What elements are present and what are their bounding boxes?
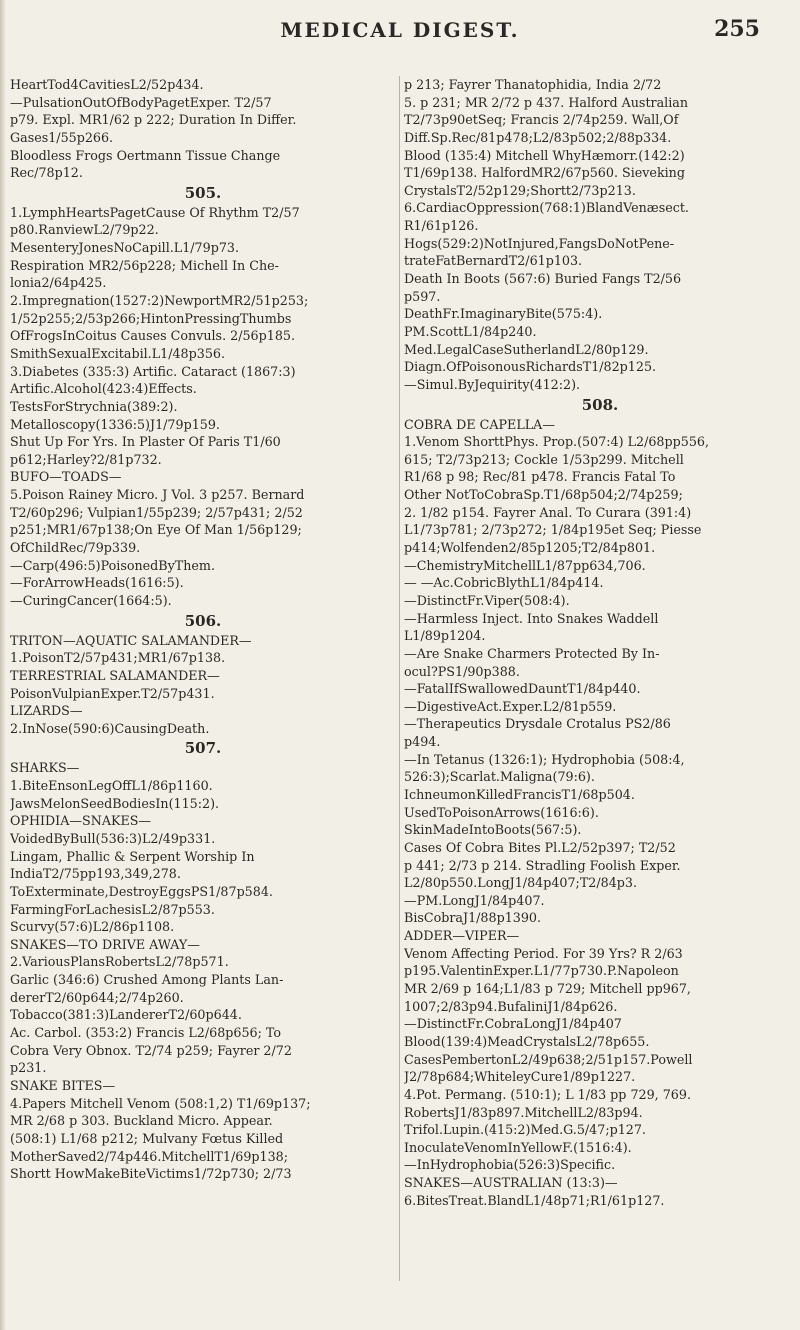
index-line: p251;MR1/67p138;On Eye Of Man 1/56p129; <box>10 522 302 538</box>
index-line: ADDER—VIPER— <box>404 928 520 944</box>
index-line: DeathFr.ImaginaryBite(575:4). <box>404 306 603 322</box>
index-line: Tobacco(381:3)LandererT2/60p644. <box>10 1007 242 1023</box>
index-line: 4.Pot. Permang. (510:1); L 1/83 pp 729, 769. <box>404 1086 691 1102</box>
index-line: —In Tetanus (1326:1); Hydrophobia (508:4, <box>404 751 685 767</box>
index-line: R1/61p126. <box>404 218 479 234</box>
index-line: CasesPembertonL2/49p638;2/51p157.Powell <box>404 1051 693 1067</box>
index-line: BisCobraJ1/88p1390. <box>404 910 542 926</box>
index-line: MotherSaved2/74p446.MitchellT1/69p138; <box>10 1148 289 1164</box>
index-line: —Simul.ByJequirity(412:2). <box>404 376 581 392</box>
index-line: p80.RanviewL2/79p22. <box>10 222 159 238</box>
index-line: COBRA DE CAPELLA— <box>404 416 556 432</box>
index-line: T2/73p90etSeq; Francis 2/74p259. Wall,Of <box>404 112 679 128</box>
index-line: —InHydrophobia(526:3)Specific. <box>404 1157 616 1173</box>
index-line: MesenteryJonesNoCapill.L1/79p73. <box>10 240 240 256</box>
index-line: SNAKES—AUSTRALIAN (13:3)— <box>404 1175 618 1191</box>
index-line: RobertsJ1/83p897.MitchellL2/83p94. <box>404 1104 643 1120</box>
index-line: PoisonVulpianExper.T2/57p431. <box>10 685 215 701</box>
index-line: CrystalsT2/52p129;Shortt2/73p213. <box>404 182 636 198</box>
page-title: MEDICAL DIGEST. <box>280 18 520 42</box>
index-line: MR 2/68 p 303. Buckland Micro. Appear. <box>10 1113 273 1129</box>
index-line: 1007;2/83p94.BufaliniJ1/84p626. <box>404 998 618 1014</box>
index-line: Death In Boots (567:6) Buried Fangs T2/56 <box>404 271 682 287</box>
index-line: —Carp(496:5)PoisonedByThem. <box>10 557 215 573</box>
index-line: LIZARDS— <box>10 703 83 719</box>
index-line: OfFrogsInCoitus Causes Convuls. 2/56p185. <box>10 328 295 344</box>
index-line: dererT2/60p644;2/74p260. <box>10 989 184 1005</box>
index-line: SmithSexualExcitabil.L1/48p356. <box>10 345 225 361</box>
index-line: InoculateVenomInYellowF.(1516:4). <box>404 1139 632 1155</box>
index-line: —ChemistryMitchellL1/87pp634,706. <box>404 557 646 573</box>
index-line: —DigestiveAct.Exper.L2/81p559. <box>404 698 617 714</box>
index-line: p 213; Fayrer Thanatophidia, India 2/72 <box>404 77 662 92</box>
index-line: 2.Impregnation(1527:2)NewportMR2/51p253; <box>10 293 309 309</box>
index-line: 2.VariousPlansRobertsL2/78p571. <box>10 954 229 970</box>
index-line: Diff.Sp.Rec/81p478;L2/83p502;2/88p334. <box>404 129 672 145</box>
index-line: TRITON—AQUATIC SALAMANDER— <box>10 632 252 648</box>
index-line: Med.LegalCaseSutherlandL2/80p129. <box>404 341 649 357</box>
index-line: 526:3);Scarlat.Maligna(79:6). <box>404 769 595 785</box>
index-line: L1/73p781; 2/73p272; 1/84p195et Seq; Piesse <box>404 522 702 538</box>
index-line: UsedToPoisonArrows(1616:6). <box>404 804 599 820</box>
index-line: —Are Snake Charmers Protected By In- <box>404 645 660 661</box>
index-line: (508:1) L1/68 p212; Mulvany Fœtus Killed <box>10 1130 284 1146</box>
index-line: TERRESTRIAL SALAMANDER— <box>10 667 220 683</box>
index-line: FarmingForLachesisL2/87p553. <box>10 901 215 917</box>
index-line: L1/89p1204. <box>404 628 486 644</box>
index-line: p597. <box>404 288 441 304</box>
index-line: —DistinctFr.Viper(508:4). <box>404 592 570 608</box>
left-column <box>10 76 396 1183</box>
index-line: 5.Poison Rainey Micro. J Vol. 3 p257. Bernard <box>10 487 305 503</box>
index-line: 615; T2/73p213; Cockle 1/53p299. Mitchell <box>404 451 684 467</box>
page-binding-edge <box>0 0 6 1330</box>
index-line: —PulsationOutOfBodyPagetExper. T2/57 <box>10 94 272 110</box>
index-line: J2/78p684;WhiteleyCure1/89p1227. <box>404 1069 636 1085</box>
index-line: 1.LymphHeartsPagetCause Of Rhythm T2/57 <box>10 204 300 220</box>
index-line: 1.BiteEnsonLegOffL1/86p1160. <box>10 778 213 794</box>
index-line: Cases Of Cobra Bites Pl.L2/52p397; T2/52 <box>404 839 676 855</box>
index-line: 4.Papers Mitchell Venom (508:1,2) T1/69p137; <box>10 1095 311 1111</box>
index-line: 3.Diabetes (335:3) Artific. Cataract (1867:3) <box>10 363 296 379</box>
index-line: PM.ScottL1/84p240. <box>404 323 537 339</box>
index-line: HeartTod4CavitiesL2/52p434. <box>10 77 204 92</box>
right-column <box>404 76 796 1209</box>
index-line: Venom Affecting Period. For 39 Yrs? R 2/63 <box>404 945 683 961</box>
index-line: 6.BitesTreat.BlandL1/48p71;R1/61p127. <box>404 1192 665 1208</box>
index-line: Bloodless Frogs Oertmann Tissue Change <box>10 147 281 163</box>
index-line: — —Ac.CobricBlythL1/84p414. <box>404 575 604 591</box>
index-line: JawsMelonSeedBodiesIn(115:2). <box>10 795 220 811</box>
index-line: 6.CardiacOppression(768:1)BlandVenæsect. <box>404 200 689 216</box>
section-number: 505. <box>184 183 222 202</box>
section-number: 508. <box>581 395 619 414</box>
index-line: OfChildRec/79p339. <box>10 540 141 556</box>
index-line: VoidedByBull(536:3)L2/49p331. <box>10 830 216 846</box>
index-line: lonia2/64p425. <box>10 275 107 291</box>
page-number: 255 <box>714 16 760 42</box>
index-line: 1.PoisonT2/57p431;MR1/67p138. <box>10 650 226 666</box>
index-line: SHARKS— <box>10 760 80 776</box>
index-line: Diagn.OfPoisonousRichardsT1/82p125. <box>404 359 657 375</box>
index-line: p195.ValentinExper.L1/77p730.P.Napoleon <box>404 963 679 979</box>
section-number: 506. <box>184 611 222 630</box>
index-line: 2. 1/82 p154. Fayrer Anal. To Curara (391:4) <box>404 504 692 520</box>
index-line: Cobra Very Obnox. T2/74 p259; Fayrer 2/72 <box>10 1042 292 1058</box>
index-line: BUFO—TOADS— <box>10 469 122 485</box>
index-line: Hogs(529:2)NotInjured,FangsDoNotPene- <box>404 235 675 251</box>
index-line: Blood(139:4)MeadCrystalsL2/78p655. <box>404 1033 650 1049</box>
index-line: Blood (135:4) Mitchell WhyHæmorr.(142:2) <box>404 147 685 163</box>
index-line: 5. p 231; MR 2/72 p 437. Halford Australian <box>404 94 689 110</box>
index-line: —CuringCancer(1664:5). <box>10 592 172 608</box>
index-line: 1/52p255;2/53p266;HintonPressingThumbs <box>10 310 292 326</box>
running-head <box>0 14 800 44</box>
index-line: ocul?PS1/90p388. <box>404 663 520 679</box>
index-line: Garlic (346:6) Crushed Among Plants Lan- <box>10 972 284 988</box>
index-line: Rec/78p12. <box>10 165 83 181</box>
index-line: p79. Expl. MR1/62 p 222; Duration In Differ. <box>10 112 297 128</box>
index-line: trateFatBernardT2/61p103. <box>404 253 583 269</box>
index-line: IndiaT2/75pp193,349,278. <box>10 866 181 882</box>
index-line: —DistinctFr.CobraLongJ1/84p407 <box>404 1016 622 1032</box>
index-line: Ac. Carbol. (353:2) Francis L2/68p656; To <box>10 1025 282 1041</box>
section-number: 507. <box>184 739 222 758</box>
index-line: —ForArrowHeads(1616:5). <box>10 575 184 591</box>
index-line: IchneumonKilledFrancisT1/68p504. <box>404 786 635 802</box>
index-line: T1/69p138. HalfordMR2/67p560. Sieveking <box>404 165 685 181</box>
index-line: Lingam, Phallic & Serpent Worship In <box>10 848 255 864</box>
index-line: p231. <box>10 1060 47 1076</box>
index-line: SkinMadeIntoBoots(567:5). <box>404 822 582 838</box>
index-line: Metalloscopy(1336:5)J1/79p159. <box>10 416 220 432</box>
index-line: TestsForStrychnia(389:2). <box>10 398 178 414</box>
column-divider <box>399 76 400 1281</box>
index-line: Shut Up For Yrs. In Plaster Of Paris T1/60 <box>10 434 281 450</box>
index-line: MR 2/69 p 164;L1/83 p 729; Mitchell pp967, <box>404 981 691 997</box>
index-line: Respiration MR2/56p228; Michell In Che- <box>10 257 279 273</box>
index-line: ToExterminate,DestroyEggsPS1/87p584. <box>10 883 273 899</box>
index-line: Other NotToCobraSp.T1/68p504;2/74p259; <box>404 487 683 503</box>
index-line: —Harmless Inject. Into Snakes Waddell <box>404 610 659 626</box>
index-line: Scurvy(57:6)L2/86p1108. <box>10 919 175 935</box>
index-line: p414;Wolfenden2/85p1205;T2/84p801. <box>404 540 656 556</box>
index-line: SNAKE BITES— <box>10 1077 116 1093</box>
index-line: L2/80p550.LongJ1/84p407;T2/84p3. <box>404 875 638 891</box>
index-line: —Therapeutics Drysdale Crotalus PS2/86 <box>404 716 671 732</box>
index-line: T2/60p296; Vulpian1/55p239; 2/57p431; 2/52 <box>10 504 303 520</box>
index-line: p494. <box>404 734 441 750</box>
index-line: Shortt HowMakeBiteVictims1/72p730; 2/73 <box>10 1166 292 1182</box>
index-line: 2.InNose(590:6)CausingDeath. <box>10 720 210 736</box>
index-line: —PM.LongJ1/84p407. <box>404 892 545 908</box>
index-line: R1/68 p 98; Rec/81 p478. Francis Fatal To <box>404 469 676 485</box>
index-line: 1.Venom ShorttPhys. Prop.(507:4) L2/68pp556, <box>404 434 710 450</box>
index-line: OPHIDIA—SNAKES— <box>10 813 152 829</box>
index-line: p 441; 2/73 p 214. Stradling Foolish Exper. <box>404 857 681 873</box>
index-line: SNAKES—TO DRIVE AWAY— <box>10 936 200 952</box>
index-line: Artific.Alcohol(423:4)Effects. <box>10 381 197 397</box>
index-line: Gases1/55p266. <box>10 129 114 145</box>
index-line: p612;Harley?2/81p732. <box>10 451 162 467</box>
index-line: Trifol.Lupin.(415:2)Med.G.5/47;p127. <box>404 1122 646 1138</box>
index-line: —FatalIfSwallowedDauntT1/84p440. <box>404 681 641 697</box>
